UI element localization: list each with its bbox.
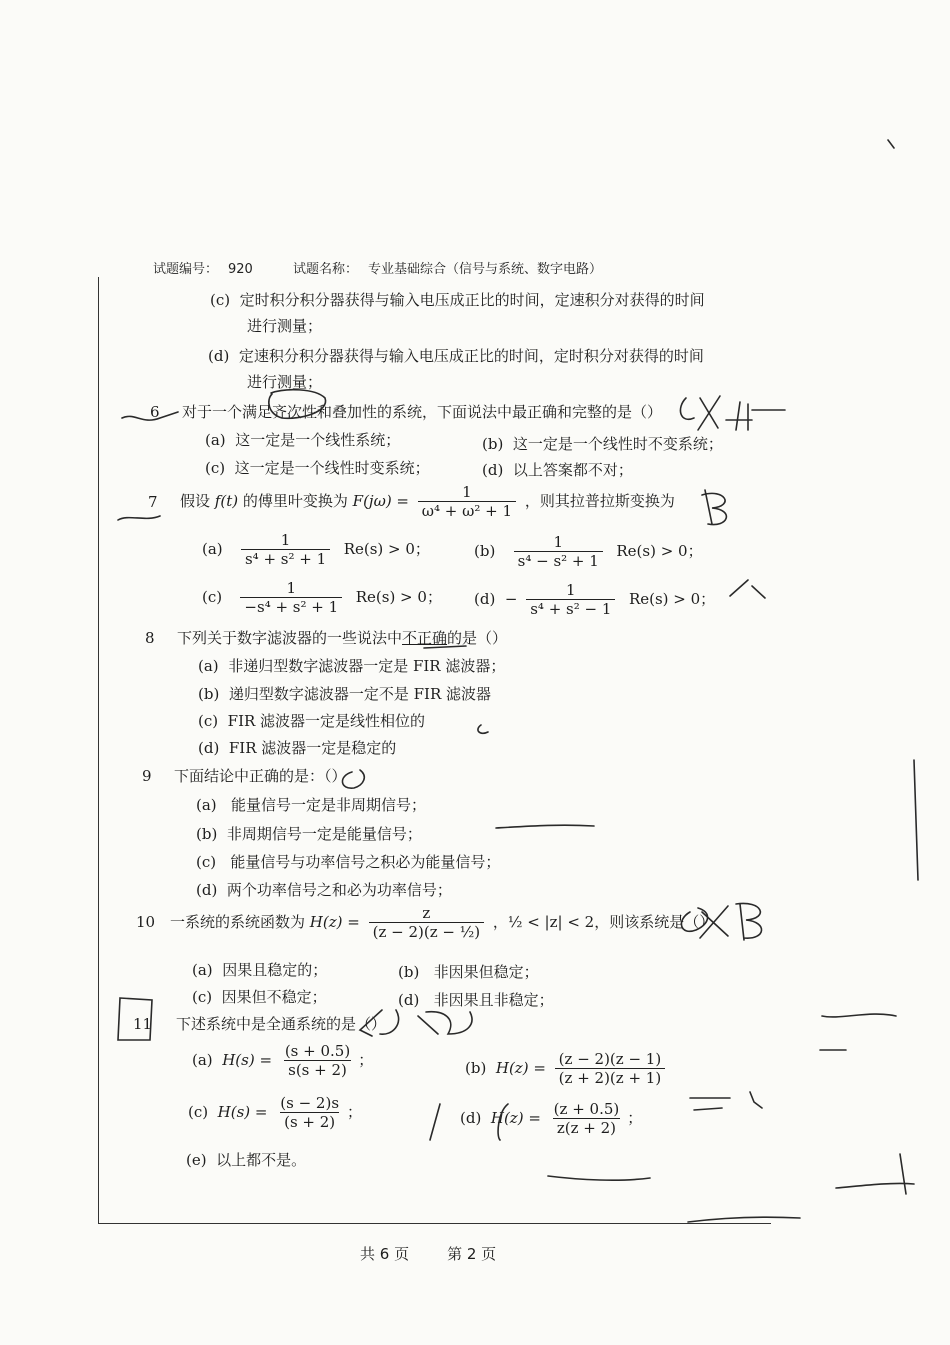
exam-code-value: 920 [228,262,253,277]
q6-option-d: (d) 以上答案都不对； [482,461,633,479]
q10-option-b: (b) 非因果但稳定； [398,963,539,981]
q9-option-b: (b) 非周期信号一定是能量信号； [196,825,422,843]
q8-option-d: (d) FIR 滤波器一定是稳定的 [198,739,397,757]
q10-stem: 一系统的系统函数为 H(z) = $\frac{z}{\text{(z − 2)(z − ½)}}$ ，½ < |z| < 2，则该系统是（） [170,904,715,941]
exam-name-label: 试题名称： [292,262,358,277]
q11-option-a: (a) H(s) = $\frac{(s + 0.5)}{s(s + 2)}$ ； [192,1042,374,1079]
q7-stem: 假设 f(t) 的傅里叶变换为 F(jω) = $\frac{1}{\text{ω⁴ + ω² + 1}}$ ，则其拉普拉斯变换为 [180,483,675,520]
q6-number: 6 [150,403,160,421]
q10-fraction: $\frac{z}{\text{(z − 2)(z − ½)}}$ [369,904,485,942]
q6-stem-circled: 齐次性 [272,403,318,421]
page-footer [360,1243,534,1264]
current-page: 第 2 页 [447,1245,497,1263]
q10-option-c: (c) 因果但不稳定； [192,988,327,1006]
q7-option-b: (b) $\frac{1}{\text{s⁴ − s² + 1}}$ Re(s) > 0； [474,533,703,570]
q5-option-c: (c) 定时积分积分器获得与输入电压成正比的时间，定速积分对获得的时间 [210,291,705,309]
q11-option-c: (c) H(s) = $\frac{(s - 2)s}{(s + 2)}$ ； [188,1094,363,1131]
q9-option-c: (c) 能量信号与功率信号之积必为能量信号； [196,853,501,871]
q7-option-a: (a) $\frac{1}{\text{s⁴ + s² + 1}}$ Re(s) > 0； [202,531,430,568]
exam-name-value: 专业基础综合（信号与系统、数字电路） [368,262,603,277]
exam-header [153,258,612,277]
q9-stem: 下面结论中正确的是：（） [174,767,347,785]
q8-option-b: (b) 递归型数字滤波器一定不是 FIR 滤波器 [198,685,492,703]
total-pages: 共 6 页 [360,1245,410,1263]
q5-option-d-cont: 进行测量； [247,373,323,391]
q7-option-d: (d) − $\frac{1}{\text{s⁴ + s² − 1}}$ Re(s) > 0； [474,581,716,618]
q10-number: 10 [136,913,156,931]
q6-stem: 对于一个满足齐次性和叠加性的系统，下面说法中最正确和完整的是（） [182,403,663,421]
q11-option-e: (e) 以上都不是。 [186,1151,307,1169]
q9-option-d: (d) 两个功率信号之和必为功率信号； [196,881,452,899]
q10-option-d: (d) 非因果且非稳定； [398,991,554,1009]
q8-option-a: (a) 非递归型数字滤波器一定是 FIR 滤波器； [198,657,506,675]
q6-option-b: (b) 这一定是一个线性时不变系统； [482,435,723,453]
q5-option-c-cont: 进行测量； [247,317,323,335]
q9-option-a: (a) 能量信号一定是非周期信号； [196,796,426,814]
q11-option-b: (b) H(z) = $\frac{(z - 2)(z - 1)}{(z + 2)(z + 1)}$ [465,1044,669,1092]
q8-number: 8 [145,629,155,647]
q7-fraction: $\frac{1}{\text{ω⁴ + ω² + 1}}$ [418,483,516,521]
q8-stem: 下列关于数字滤波器的一些说法中不正确的是（） [177,629,508,647]
q11-option-d: (d) H(z) = $\frac{(z + 0.5)}{z(z + 2)}$ ； [460,1100,643,1137]
q7-number: 7 [148,493,158,511]
q11-number: 11 [133,1015,153,1033]
q10-option-a: (a) 因果且稳定的； [192,961,328,979]
q7-option-c: (c) $\frac{1}{\text{−s⁴ + s² + 1}}$ Re(s) > 0； [202,579,442,616]
q9-number: 9 [142,767,152,785]
q6-option-c: (c) 这一定是一个线性时变系统； [205,459,430,477]
q8-option-c: (c) FIR 滤波器一定是线性相位的 [198,712,426,730]
q11-stem: 下述系统中是全通系统的是（） [176,1015,387,1033]
exam-code-label: 试题编号： [153,262,219,277]
q6-option-a: (a) 这一定是一个线性系统； [205,431,401,449]
q5-option-d: (d) 定速积分积分器获得与输入电压成正比的时间，定时积分对获得的时间 [208,347,704,365]
